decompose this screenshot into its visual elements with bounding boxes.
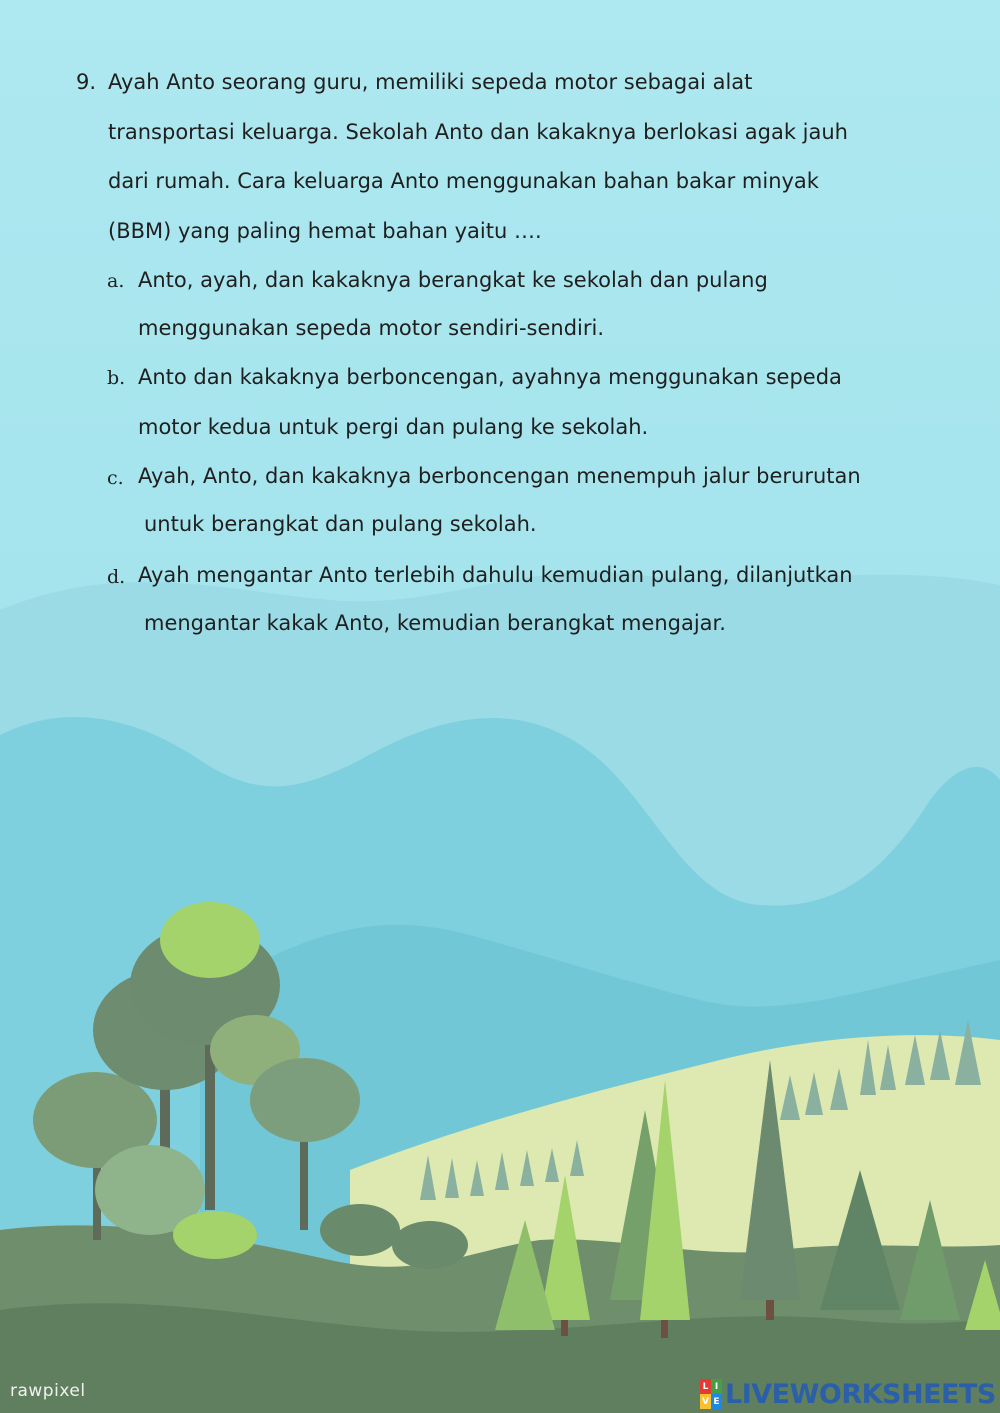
option-letter: c. <box>107 467 124 489</box>
option-text-line: motor kedua untuk pergi dan pulang ke sekolah. <box>138 415 649 439</box>
option-letter: b. <box>107 367 126 389</box>
liveworksheets-logo[interactable] <box>700 1378 996 1410</box>
option-text-line: Anto, ayah, dan kakaknya berangkat ke sekolah dan pulang <box>138 268 768 292</box>
question-stem-line: transportasi keluarga. Sekolah Anto dan kakaknya berlokasi agak jauh <box>108 120 848 144</box>
option-text-line: mengantar kakak Anto, kemudian berangkat mengajar. <box>144 611 726 635</box>
question-stem-line: dari rumah. Cara keluarga Anto menggunakan bahan bakar minyak <box>108 169 819 193</box>
question-stem-line: Ayah Anto seorang guru, memiliki sepeda motor sebagai alat <box>108 70 753 94</box>
option-letter: d. <box>107 566 126 588</box>
option-text-line: Ayah mengantar Anto terlebih dahulu kemudian pulang, dilanjutkan <box>138 563 853 587</box>
rawpixel-watermark: rawpixel <box>10 1381 86 1401</box>
option-text-line: menggunakan sepeda motor sendiri-sendiri. <box>138 316 605 340</box>
liveworksheets-text: LIVEWORKSHEETS <box>725 1378 996 1410</box>
option-text-line: Anto dan kakaknya berboncengan, ayahnya menggunakan sepeda <box>138 365 842 389</box>
option-text-line: untuk berangkat dan pulang sekolah. <box>144 512 537 536</box>
option-text-line: Ayah, Anto, dan kakaknya berboncengan menempuh jalur berurutan <box>138 464 861 488</box>
question-stem-line: (BBM) yang paling hemat bahan yaitu …. <box>108 219 542 243</box>
option-letter: a. <box>107 270 125 292</box>
question-number: 9. <box>76 70 97 94</box>
live-badge-icon: L I V E <box>700 1379 722 1409</box>
